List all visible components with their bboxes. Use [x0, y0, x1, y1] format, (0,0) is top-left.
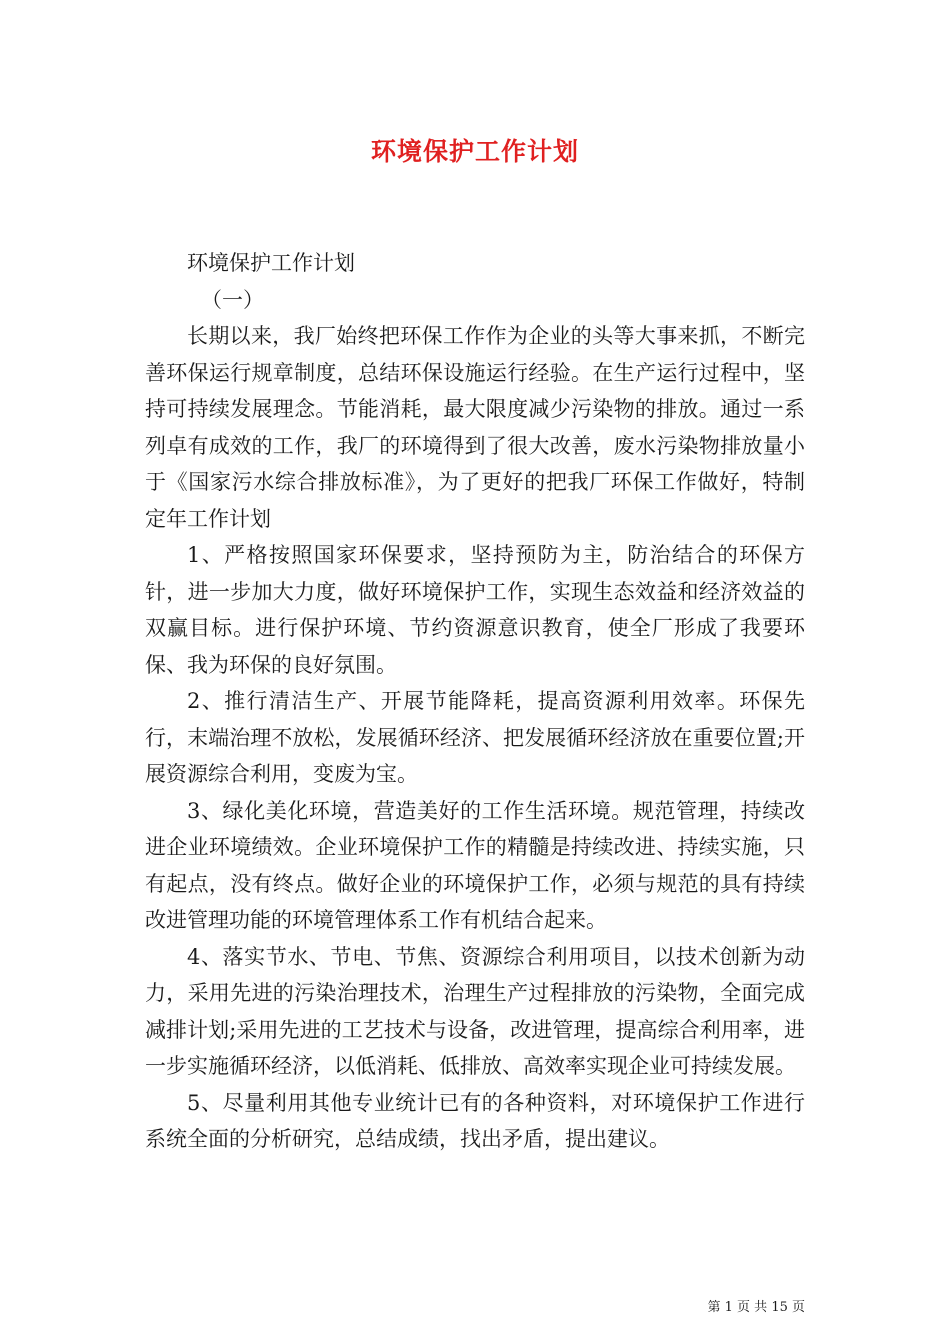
section-marker: （一）: [201, 287, 264, 312]
item-paragraph-3: 3、绿化美化环境，营造美好的工作生活环境。规范管理，持续改进企业环境绩效。企业环境保护工作的精髓是持续改进、持续实施，只有起点，没有终点。做好企业的环境保护工作，必须与规范的具有持续改进管理功能的环境管理体系工作有机结合起来。: [145, 798, 805, 932]
page-number-footer: 第 1 页 共 15 页: [707, 1300, 805, 1315]
item-paragraph-1: 1、严格按照国家环保要求，坚持预防为主，防治结合的环保方针，进一步加大力度，做好环境保护工作，实现生态效益和经济效益的双赢目标。进行保护环境、节约资源意识教育，使全厂形成了我要环保、我为环保的良好氛围。: [145, 543, 805, 677]
item-paragraph-2: 2、推行清洁生产、开展节能降耗，提高资源利用效率。环保先行，末端治理不放松，发展循环经济、把发展循环经济放在重要位置;开展资源综合利用，变废为宝。: [145, 689, 805, 786]
intro-paragraph: 长期以来，我厂始终把环保工作作为企业的头等大事来抓，不断完善环保运行规章制度，总结环保设施运行经验。在生产运行过程中，坚持可持续发展理念。节能消耗，最大限度减少污染物的排放。通过一系列卓有成效的工作，我厂的环境得到了很大改善，废水污染物排放量小于《国家污水综合排放标准》，为了更好的把我厂环保工作做好，特制定年工作计划: [145, 324, 805, 531]
body-heading: 环境保护工作计划: [187, 251, 355, 275]
item-paragraph-5: 5、尽量利用其他专业统计已有的各种资料，对环境保护工作进行系统全面的分析研究，总结成绩，找出矛盾，提出建议。: [145, 1090, 805, 1151]
document-title: 环境保护工作计划: [370, 137, 579, 166]
document-body: [145, 245, 805, 1158]
item-paragraph-4: 4、落实节水、节电、节焦、资源综合利用项目，以技术创新为动力，采用先进的污染治理技术，治理生产过程排放的污染物，全面完成减排计划;采用先进的工艺技术与设备，改进管理，提高综合利用率，进一步实施循环经济，以低消耗、低排放、高效率实现企业可持续发展。: [145, 944, 805, 1078]
